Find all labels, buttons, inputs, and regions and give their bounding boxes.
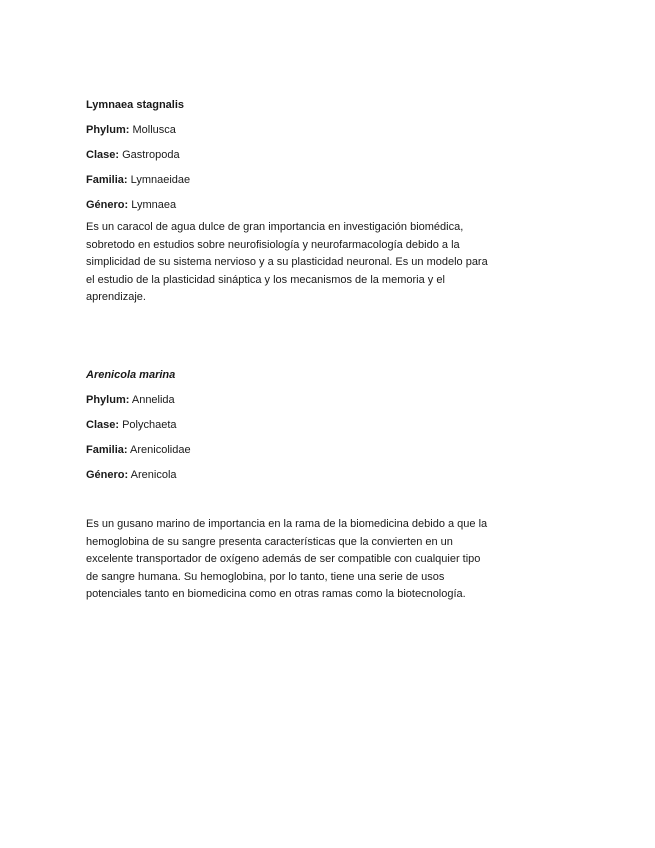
description-line: excelente transportador de oxígeno además de ser compatible con cualquier tipo xyxy=(86,553,481,565)
species-title: Arenicola marina xyxy=(86,369,176,381)
field-value: Gastropoda xyxy=(122,149,180,161)
field-value: Mollusca xyxy=(132,124,176,136)
field-key: Phylum: xyxy=(86,124,130,136)
species-description xyxy=(86,516,526,604)
description-line: Es un gusano marino de importancia en la rama de la biomedicina debido a que la xyxy=(86,518,488,530)
field-phylum xyxy=(86,122,526,138)
field-familia xyxy=(86,172,526,188)
field-key: Género: xyxy=(86,469,129,481)
field-value: Polychaeta xyxy=(122,419,177,431)
description-line: aprendizaje. xyxy=(86,291,146,303)
description-line: hemoglobina de su sangre presenta características que la convierten en un xyxy=(86,535,453,548)
description-line: simplicidad de su sistema nervioso y a su plasticidad neuronal. Es un modelo para xyxy=(86,256,488,268)
field-key: Familia: xyxy=(86,444,128,456)
field-clase xyxy=(86,417,526,433)
field-value: Annelida xyxy=(131,394,175,406)
field-value: Lymnaeidae xyxy=(130,174,191,186)
field-genero xyxy=(86,197,526,213)
description-line: Es un caracol de agua dulce de gran importancia en investigación biomédica, xyxy=(86,221,464,233)
description-line: de sangre humana. Su hemoglobina, por lo tanto, tiene una serie de usos xyxy=(86,570,445,583)
description-line: el estudio de la plasticidad sináptica y los mecanismos de la memoria y el xyxy=(86,273,445,286)
species-section-arenicola xyxy=(86,367,526,604)
field-key: Género: xyxy=(86,199,129,211)
field-familia xyxy=(86,442,526,458)
field-genero xyxy=(86,467,526,483)
species-description xyxy=(86,219,526,307)
field-key: Phylum: xyxy=(86,394,130,406)
field-key: Clase: xyxy=(86,149,120,161)
field-key: Clase: xyxy=(86,419,120,431)
field-key: Familia: xyxy=(86,174,128,186)
description-line: potenciales tanto en biomedicina como en otras ramas como la biotecnología. xyxy=(86,588,466,600)
species-title: Lymnaea stagnalis xyxy=(86,99,185,111)
species-section-lymnaea xyxy=(86,97,526,307)
field-clase xyxy=(86,147,526,163)
field-value: Arenicola xyxy=(130,469,177,481)
field-value: Arenicolidae xyxy=(130,444,191,456)
field-value: Lymnaea xyxy=(131,199,177,211)
field-phylum xyxy=(86,392,526,408)
description-line: sobretodo en estudios sobre neurofisiología y neurofarmacología debido a la xyxy=(86,238,460,251)
